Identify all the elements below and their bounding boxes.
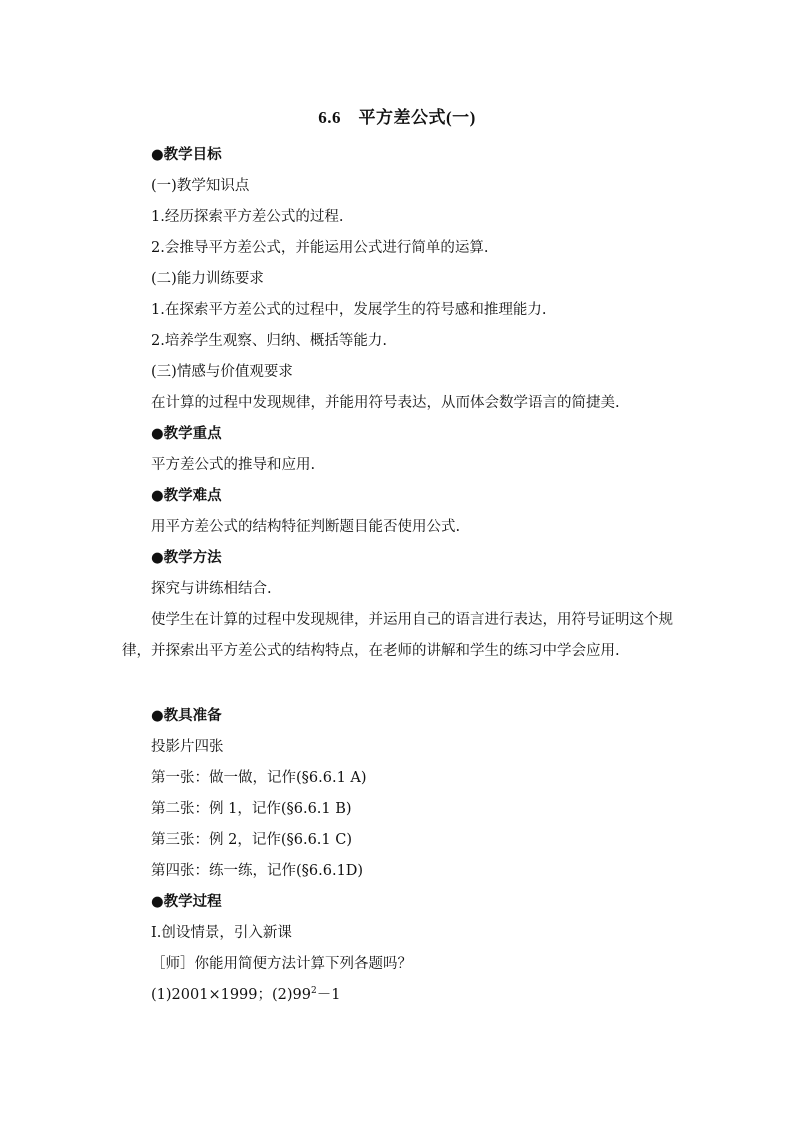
- page-title: 6.6 平方差公式(一): [318, 108, 476, 127]
- key-points-text: 平方差公式的推导和应用.: [151, 457, 316, 473]
- question-part-1: (1)2001×1999；(2)99: [151, 987, 311, 1003]
- emotion-title: (三)情感与价值观要求: [151, 364, 293, 380]
- knowledge-title: (一)教学知识点: [151, 178, 250, 194]
- knowledge-item-2: 2.会推导平方差公式，并能运用公式进行简单的运算.: [151, 240, 489, 256]
- methods-text: 探究与讲练相结合.: [151, 581, 272, 597]
- question-part-2: －1: [316, 987, 341, 1003]
- ability-item-1: 1.在探索平方差公式的过程中，发展学生的符号感和推理能力.: [151, 302, 547, 318]
- emotion-item-1: 在计算的过程中发现规律，并能用符号表达，从而体会数学语言的简捷美.: [151, 395, 620, 411]
- methods-paragraph: 使学生在计算的过程中发现规律，并运用自己的语言进行表达，用符号证明这个规律，并探索出平方差公式的结构特点，在老师的讲解和学生的练习中学会应用.: [122, 612, 673, 659]
- process-heading: ●教学过程: [151, 893, 222, 910]
- key-points-heading: ●教学重点: [151, 425, 222, 442]
- question-expression: [151, 985, 340, 1005]
- question-exponent: 2: [310, 986, 317, 996]
- teacher-question: ［师］你能用简便方法计算下列各题吗？: [151, 956, 412, 972]
- materials-slide-2: 第二张：例 1，记作(§6.6.1 B): [151, 801, 352, 817]
- difficulties-text: 用平方差公式的结构特征判断题目能否使用公式.: [151, 519, 461, 535]
- materials-slide-4: 第四张：练一练，记作(§6.6.1D): [151, 863, 364, 879]
- materials-slide-3: 第三张：例 2，记作(§6.6.1 C): [151, 832, 352, 848]
- ability-title: (二)能力训练要求: [151, 271, 264, 287]
- materials-intro: 投影片四张: [151, 739, 224, 755]
- knowledge-item-1: 1.经历探索平方差公式的过程.: [151, 209, 344, 225]
- process-step-1: Ⅰ.创设情景，引入新课: [151, 925, 292, 941]
- methods-heading: ●教学方法: [151, 549, 222, 566]
- ability-item-2: 2.培养学生观察、归纳、概括等能力.: [151, 333, 387, 349]
- difficulties-heading: ●教学难点: [151, 487, 222, 504]
- materials-heading: ●教具准备: [151, 707, 222, 724]
- objectives-heading: ●教学目标: [151, 146, 222, 163]
- materials-slide-1: 第一张：做一做，记作(§6.6.1 A): [151, 770, 367, 786]
